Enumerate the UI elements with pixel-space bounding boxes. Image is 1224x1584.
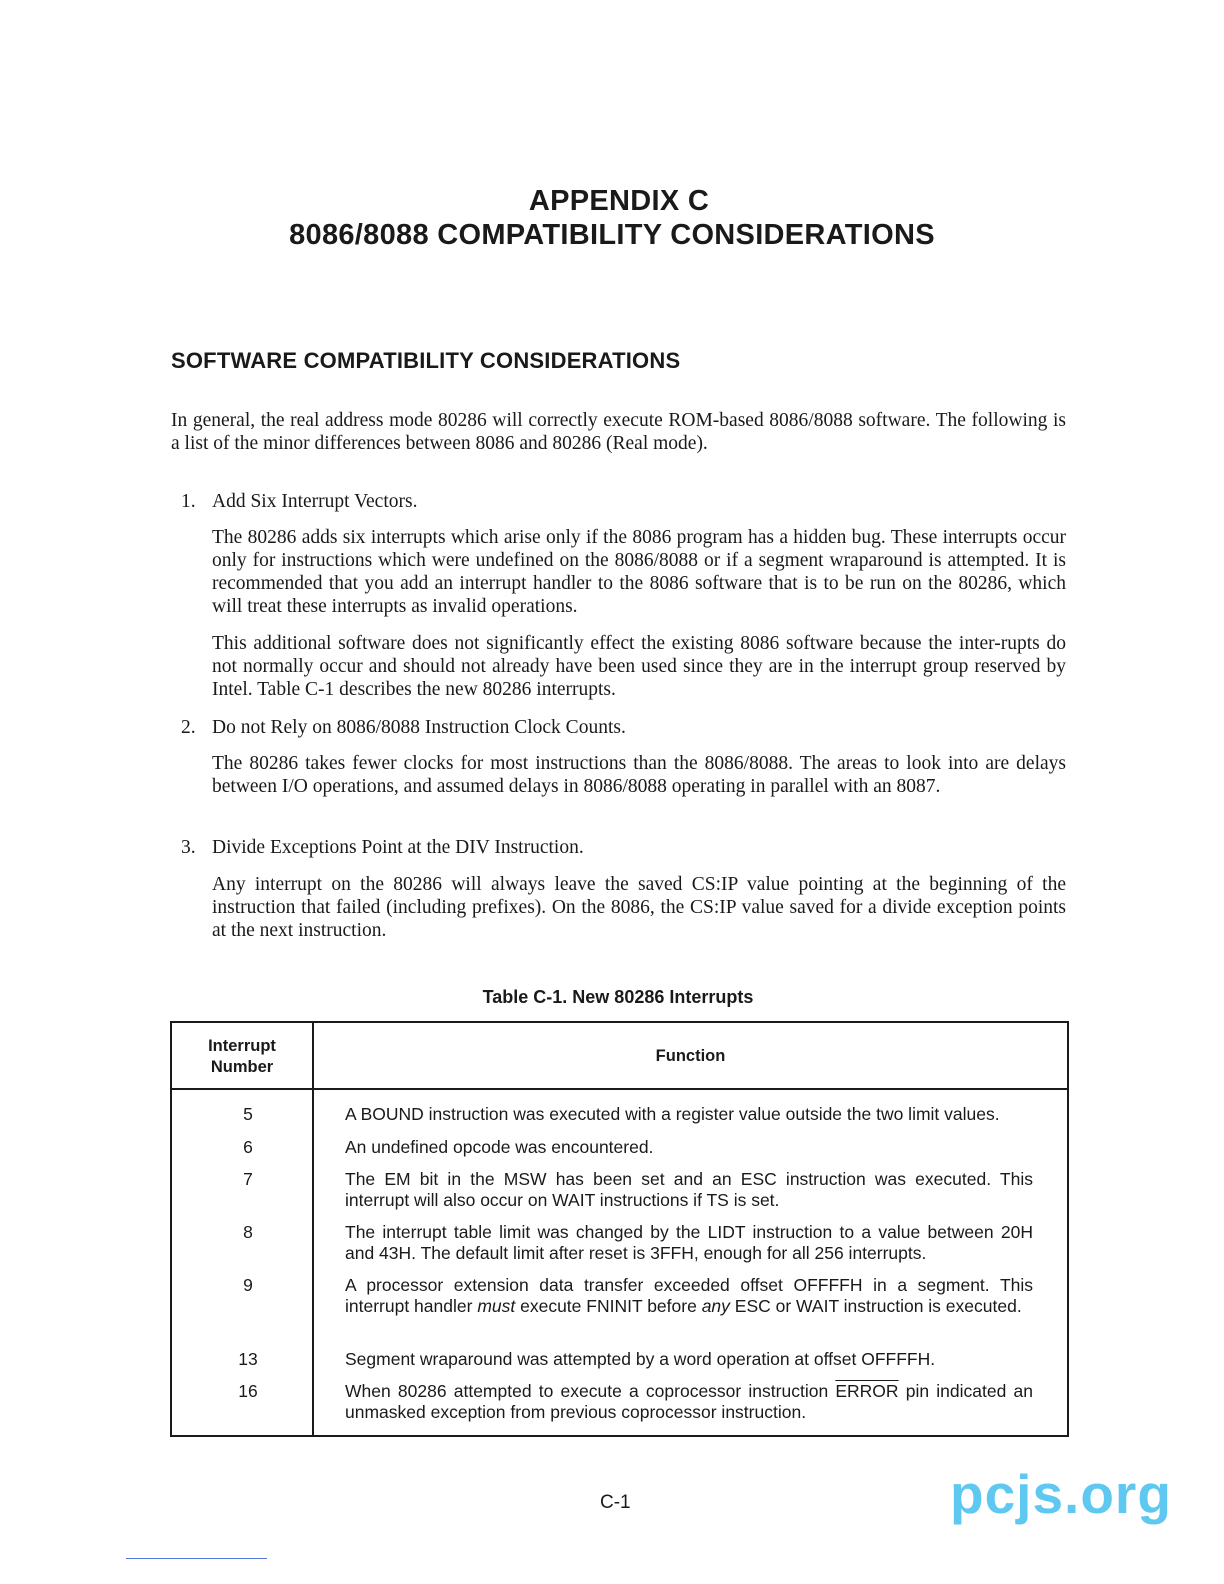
table-caption: Table C-1. New 80286 Interrupts bbox=[482, 987, 754, 1007]
emphasis-any: any bbox=[701, 1296, 730, 1316]
column-header-number-line1: Interrupt bbox=[208, 1037, 276, 1055]
item-title: Do not Rely on 8086/8088 Instruction Clock Counts. bbox=[212, 717, 626, 738]
function-text: A processor extension data transfer exceeded offset OFFFFH in a segment. This interrupt handler bbox=[345, 1275, 1033, 1316]
appendix-subtitle: 8086/8088 COMPATIBILITY CONSIDERATIONS bbox=[289, 219, 935, 251]
interrupts-table bbox=[170, 1021, 1069, 1437]
interrupt-number: 6 bbox=[243, 1137, 253, 1157]
appendix-title: APPENDIX C bbox=[528, 185, 710, 217]
column-header-function: Function bbox=[655, 1047, 726, 1065]
interrupt-function bbox=[345, 1275, 1033, 1317]
item-number: 1. bbox=[181, 491, 196, 512]
item-title: Divide Exceptions Point at the DIV Instruction. bbox=[212, 837, 584, 858]
column-header-number bbox=[172, 1036, 312, 1078]
item-number: 2. bbox=[181, 717, 196, 738]
interrupt-number: 16 bbox=[238, 1381, 258, 1401]
interrupt-function: An undefined opcode was encountered. bbox=[345, 1137, 654, 1157]
interrupt-function: The interrupt table limit was changed by the LIDT instruction to a value between 20H and 43H. The default limit after reset is 3FFH, enough for all 256 interrupts. bbox=[345, 1222, 1033, 1263]
emphasis-must: must bbox=[477, 1296, 516, 1316]
item-paragraph: Any interrupt on the 80286 will always leave the saved CS:IP value pointing at the beginning of the instruction that failed (including prefixes). On the 8086, the CS:IP value saved for a divide exception points at the next instruction. bbox=[212, 874, 1066, 941]
function-text: pin indicated an unmasked exception from previous coprocessor instruction. bbox=[345, 1381, 1033, 1422]
interrupt-number: 7 bbox=[243, 1169, 253, 1189]
section-heading: SOFTWARE COMPATIBILITY CONSIDERATIONS bbox=[171, 348, 681, 373]
item-number: 3. bbox=[181, 837, 196, 858]
function-text: execute FNINIT before bbox=[515, 1296, 702, 1316]
interrupt-number: 13 bbox=[238, 1349, 258, 1369]
pcjs-logo[interactable]: pcjs.org bbox=[950, 1463, 1172, 1525]
function-text: When 80286 attempted to execute a coprocessor instruction bbox=[345, 1381, 836, 1401]
error-signal-overline: ERROR bbox=[835, 1381, 899, 1401]
interrupt-function: The EM bit in the MSW has been set and an ESC instruction was executed. This interrupt will also occur on WAIT instructions if TS is set. bbox=[345, 1169, 1033, 1210]
interrupt-function bbox=[345, 1381, 1033, 1423]
column-header-number-line2: Number bbox=[210, 1058, 274, 1076]
function-text: ESC or WAIT instruction is executed. bbox=[729, 1296, 1022, 1316]
interrupt-function: A BOUND instruction was executed with a register value outside the two limit values. bbox=[345, 1104, 1000, 1124]
intro-paragraph: In general, the real address mode 80286 will correctly execute ROM-based 8086/8088 software. The following is a list of the minor differences between 8086 and 80286 (Real mode). bbox=[171, 410, 1066, 454]
interrupt-number: 8 bbox=[243, 1222, 253, 1242]
item-title: Add Six Interrupt Vectors. bbox=[212, 491, 418, 512]
interrupt-function: Segment wraparound was attempted by a word operation at offset OFFFFH. bbox=[345, 1349, 936, 1369]
item-paragraph: The 80286 adds six interrupts which arise only if the 8086 program has a hidden bug. These interrupts occur only for instructions which were undefined on the 8086/8088 or if a segment wraparound is attempted. It is recommended that you add an interrupt handler to the 8086 software that is to be run on the 80286, which will treat these interrupts as invalid operations. bbox=[212, 527, 1066, 617]
item-paragraph: The 80286 takes fewer clocks for most instructions than the 8086/8088. The areas to look into are delays between I/O operations, and assumed delays in 8086/8088 operating in parallel with an 8087. bbox=[212, 753, 1066, 797]
header-rule bbox=[172, 1088, 1067, 1090]
footnote-rule bbox=[126, 1558, 267, 1559]
item-paragraph: This additional software does not significantly effect the existing 8086 software because the inter-rupts do not normally occur and should not already have been used since they are in the interrupt group reserved by Intel. Table C-1 describes the new 80286 interrupts. bbox=[212, 633, 1066, 700]
interrupt-number: 9 bbox=[243, 1275, 253, 1295]
interrupt-number: 5 bbox=[243, 1104, 253, 1124]
page-number: C-1 bbox=[600, 1492, 631, 1513]
